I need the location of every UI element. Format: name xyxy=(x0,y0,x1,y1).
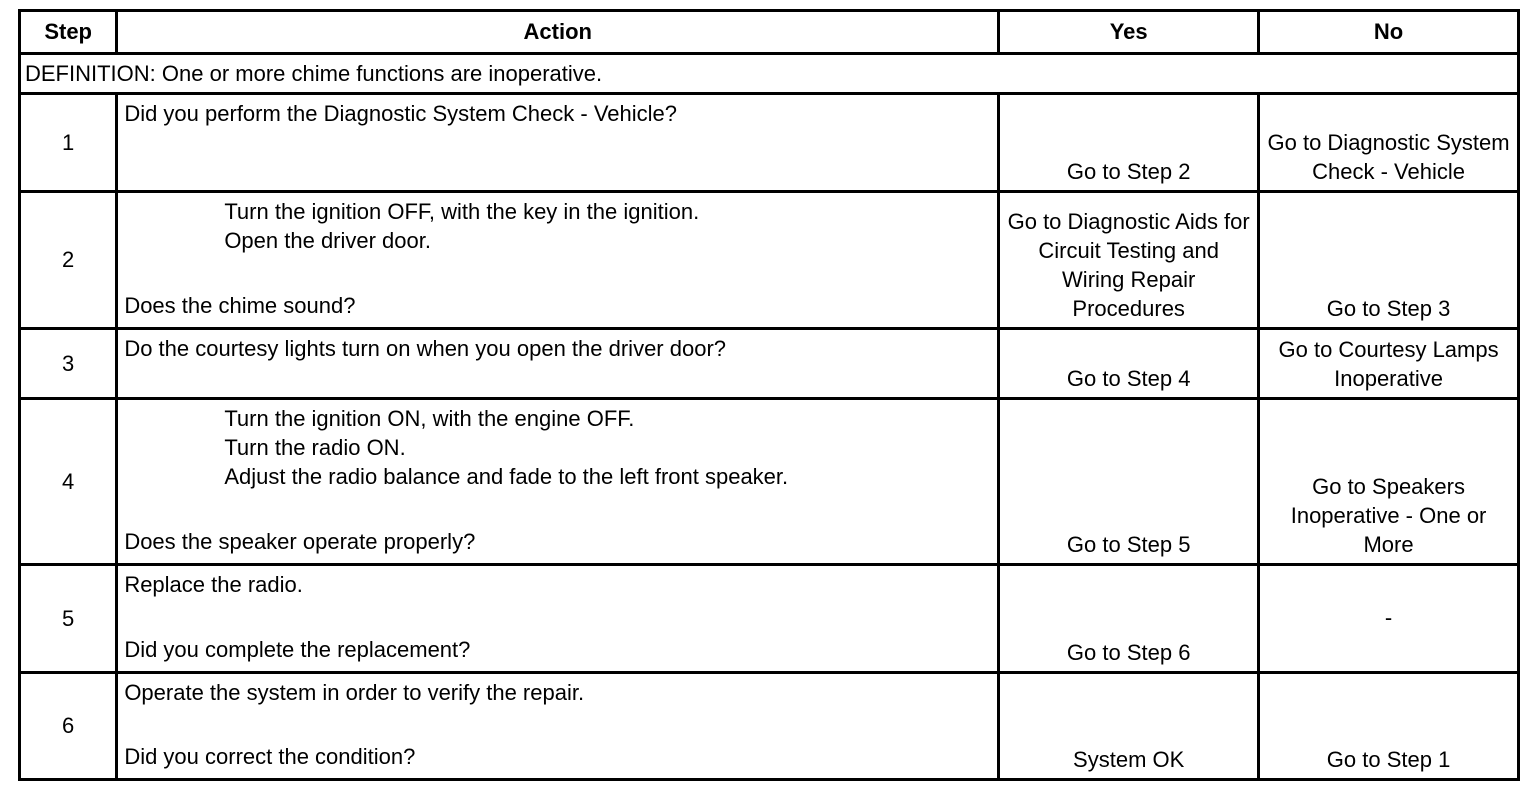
action-question: Does the speaker operate properly? xyxy=(124,529,476,554)
table-row xyxy=(20,94,1519,192)
no-cell: Go to Diagnostic System Check - Vehicle xyxy=(1259,94,1519,192)
action-question: Did you correct the condition? xyxy=(124,744,416,769)
table-row xyxy=(20,565,1519,673)
table-row xyxy=(20,399,1519,565)
no-cell: Go to Speakers Inoperative - One or More xyxy=(1259,399,1519,565)
step-number: 1 xyxy=(20,94,117,192)
action-line: Do the courtesy lights turn on when you open the driver door? xyxy=(124,336,727,361)
action-cell xyxy=(117,399,999,565)
header-no: No xyxy=(1259,11,1519,54)
action-cell xyxy=(117,565,999,673)
action-line: Turn the ignition OFF, with the key in the ignition. xyxy=(224,199,700,224)
definition-row xyxy=(20,54,1519,94)
yes-cell: Go to Diagnostic Aids for Circuit Testing and Wiring Repair Procedures xyxy=(999,192,1259,329)
header-row xyxy=(20,11,1519,54)
action-line: Turn the radio ON. xyxy=(224,435,406,460)
header-step: Step xyxy=(20,11,117,54)
no-cell: Go to Step 3 xyxy=(1259,192,1519,329)
action-line: Adjust the radio balance and fade to the left front speaker. xyxy=(224,464,789,489)
action-cell xyxy=(117,329,999,399)
header-yes: Yes xyxy=(999,11,1259,54)
yes-cell: Go to Step 2 xyxy=(999,94,1259,192)
action-cell xyxy=(117,192,999,329)
step-number: 2 xyxy=(20,192,117,329)
action-line: Open the driver door. xyxy=(224,228,431,253)
no-cell: - xyxy=(1259,565,1519,673)
yes-cell: System OK xyxy=(999,673,1259,780)
action-question: Does the chime sound? xyxy=(124,293,356,318)
action-line: Turn the ignition ON, with the engine OFF. xyxy=(224,406,635,431)
table-row xyxy=(20,329,1519,399)
action-cell xyxy=(117,673,999,780)
definition-text: DEFINITION: One or more chime functions are inoperative. xyxy=(20,54,1519,94)
step-number: 5 xyxy=(20,565,117,673)
step-number: 3 xyxy=(20,329,117,399)
yes-cell: Go to Step 6 xyxy=(999,565,1259,673)
no-cell: Go to Step 1 xyxy=(1259,673,1519,780)
yes-cell: Go to Step 5 xyxy=(999,399,1259,565)
action-line: Replace the radio. xyxy=(124,572,303,597)
action-question: Did you complete the replacement? xyxy=(124,637,471,662)
table-row xyxy=(20,673,1519,780)
yes-cell: Go to Step 4 xyxy=(999,329,1259,399)
step-number: 6 xyxy=(20,673,117,780)
action-cell xyxy=(117,94,999,192)
header-action: Action xyxy=(117,11,999,54)
no-cell: Go to Courtesy Lamps Inoperative xyxy=(1259,329,1519,399)
table-row xyxy=(20,192,1519,329)
diagnostic-table xyxy=(18,9,1520,781)
action-line: Did you perform the Diagnostic System Check - Vehicle? xyxy=(124,101,677,126)
step-number: 4 xyxy=(20,399,117,565)
action-line: Operate the system in order to verify the repair. xyxy=(124,680,585,705)
